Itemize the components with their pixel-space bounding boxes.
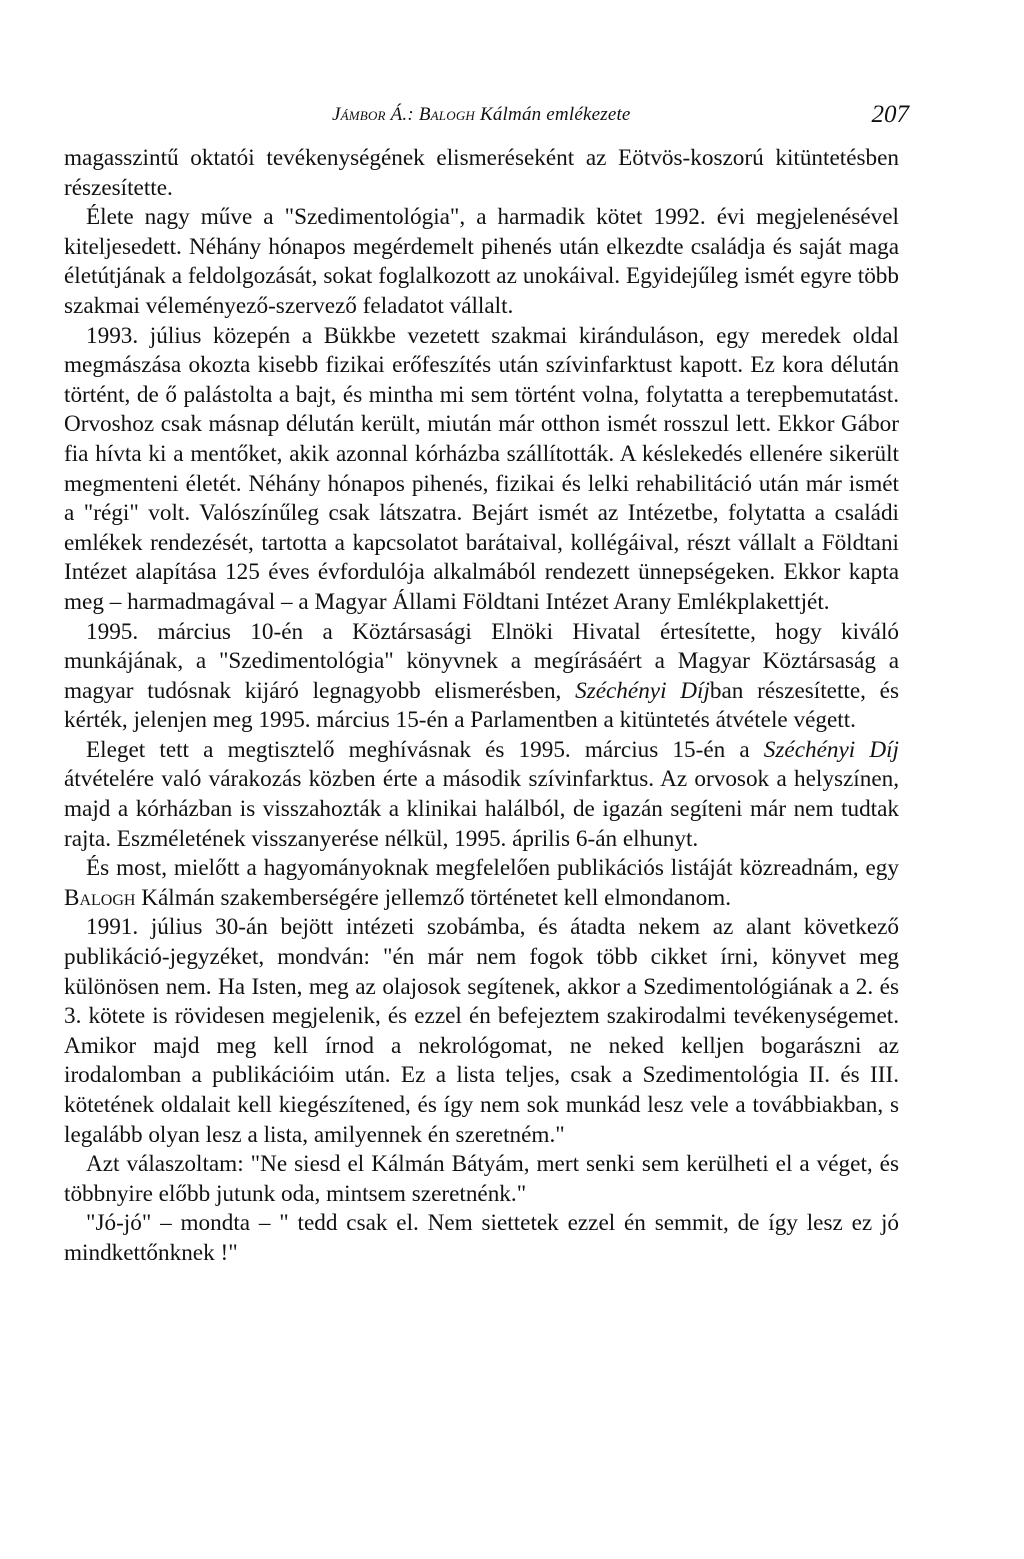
paragraph-2: Élete nagy műve a "Szedimentológia", a harmadik kötet 1992. évi megjelenésével kiteljesedett. Néhány hónapos megérdemelt pihenés után elkezdte családja és saját maga életútjának a feldolgozását, sokat foglalkozott az unokáival. Egyidejűleg ismét egyre több szakmai véleményező-szervező feladatot vállalt. — [64, 204, 899, 319]
body-text — [64, 144, 899, 1269]
paragraph-6-surname: Balogh — [64, 884, 136, 911]
running-head-subject: Balogh — [418, 104, 476, 125]
paragraph-5-prize-name: Széchényi Díj — [763, 736, 899, 763]
paragraph-5-end: átvételére való várakozás közben érte a második szívinfarktus. Az orvosok a helyszínen, majd a kórházban is visszahozták a klinikai halálból, de igazán segíteni már nem tudtak rajta. Eszméletének visszanyerése nélkül, 1995. április 6-án elhunyt. — [64, 766, 899, 852]
paragraph-6-start: És most, mielőtt a hagyományoknak megfelelően publikációs listáját közreadnám, egy — [86, 855, 899, 882]
paragraph-9: "Jó-jó" – mondta – " tedd csak el. Nem siettetek ezzel én semmit, de így lesz ez jó mindkettőnknek !" — [64, 1210, 899, 1266]
paragraph-8: Azt válaszoltam: "Ne siesd el Kálmán Bátyám, mert senki sem kerülheti el a véget, és többnyire előbb jutunk oda, mintsem szeretnénk." — [64, 1151, 899, 1207]
paragraph-5 — [64, 736, 899, 854]
page-number: 207 — [871, 101, 909, 128]
paragraph-1: magasszintű oktatói tevékenységének elismeréseként az Eötvös-koszorú kitüntetésben részesítette. — [64, 145, 899, 201]
paragraph-7: 1991. július 30-án bejött intézeti szobámba, és átadta nekem az alant következő publikáció-jegyzéket, mondván: "én már nem fogok több cikket írni, könyvet meg különösen nem. Ha Isten, meg az olajosok segítenek, akkor a Szedimentológiának a 2. és 3. kötete is rövidesen megjelenik, és ezzel én befejeztem szakirodalmi tevékenységemet. Amikor majd meg kell írnod a nekrológomat, ne neked kelljen bogarászni az irodalomban a publikációim után. Ez a lista teljes, csak a Szedimentológia II. és III. kötetének oldalait kell kiegészítened, és így nem sok munkád lesz vele a továbbiakban, s legalább olyan lesz a lista, amilyennek én szeretném." — [64, 914, 899, 1148]
paragraph-6 — [64, 854, 899, 913]
running-head — [64, 96, 909, 136]
paragraph-4-prize-name: Széchényi Díj — [575, 677, 710, 704]
running-head-title-rest: Kálmán emlékezete — [479, 104, 631, 125]
paragraph-6-end: Kálmán szakemberségére jellemző történetet kell elmondanom. — [135, 884, 732, 911]
paragraph-4-start: 1995. március 10-én a Köztársasági Elnöki Hivatal értesítette, hogy kiváló munkájának, a "Szedimentológia" könyvnek a megírásáért a Magyar Köztársaság a magyar tudósnak kijáró legnagyobb elismerésben, — [64, 618, 899, 704]
paragraph-5-start: Eleget tett a megtisztelő meghívásnak és 1995. március 15-én a — [86, 736, 764, 763]
paragraph-4 — [64, 618, 899, 736]
running-head-title — [332, 104, 631, 126]
running-head-author: Jámbor Á.: — [332, 104, 414, 125]
paragraph-4-end: ban részesítette, és kérték, jelenjen meg 1995. március 15-én a Parlamentben a kitüntetés átvétele végett. — [64, 677, 899, 734]
paragraph-3: 1993. július közepén a Bükkbe vezetett szakmai kiránduláson, egy meredek oldal megmászása okozta kisebb fizikai erőfeszítés után szívinfarktust kapott. Ez kora délután történt, de ő palástolta a bajt, és mintha mi sem történt volna, folytatta a terepbemutatást. Orvoshoz csak másnap délután került, miután már otthon ismét rosszul lett. Ekkor Gábor fia hívta ki a mentőket, akik azonnal kórházba szállították. A késlekedés ellenére sikerült megmenteni életét. Néhány hónapos pihenés, fizikai és lelki rehabilitáció után már ismét a "régi" volt. Valószínűleg csak látszatra. Bejárt ismét az Intézetbe, folytatta a családi emlékek rendezését, tartotta a kapcsolatot barátaival, kollégáival, részt vállalt a Földtani Intézet alapítása 125 éves évfordulója alkalmából rendezett ünnepségeken. Ekkor kapta meg – harmadmagával – a Magyar Állami Földtani Intézet Arany Emlékplakettjét. — [64, 322, 899, 615]
book-page — [64, 96, 909, 1269]
